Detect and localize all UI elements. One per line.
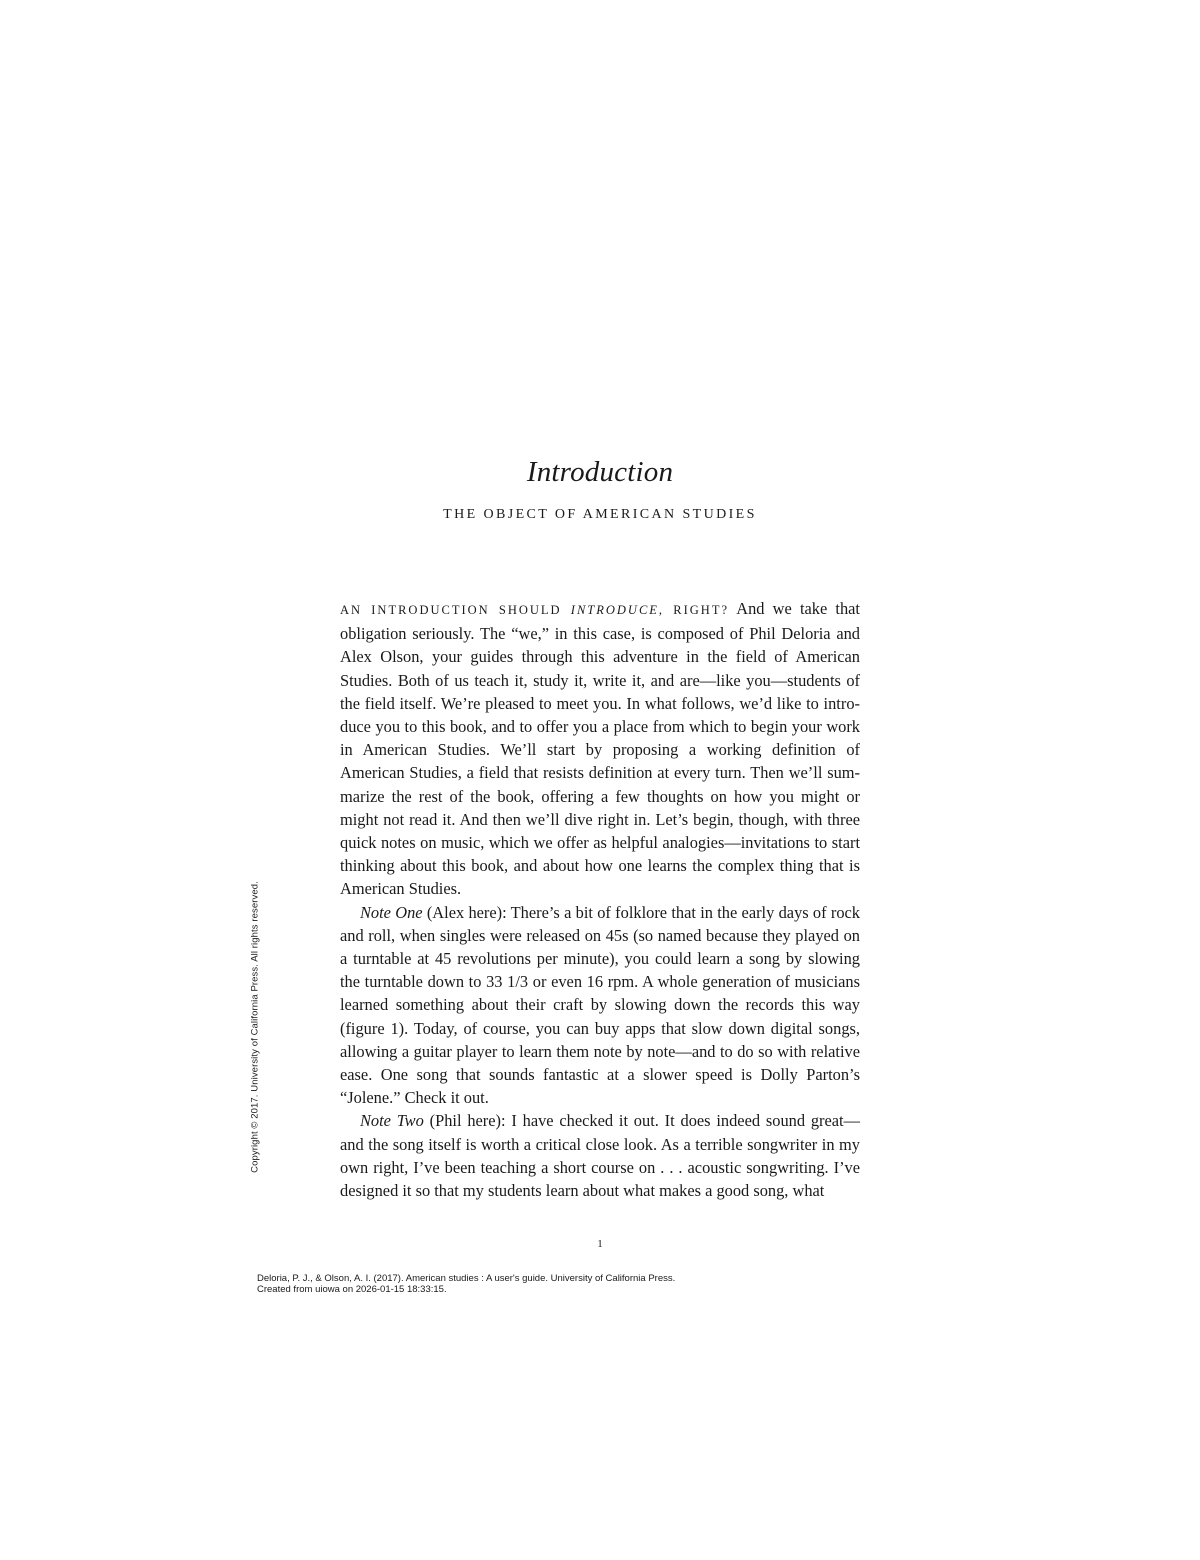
chapter-subtitle: THE OBJECT OF AMERICAN STUDIES — [443, 507, 757, 522]
citation-footer — [257, 1273, 675, 1295]
opening-lead-start: AN INTRODUCTION SHOULD — [340, 603, 571, 617]
opening-lead — [340, 603, 729, 617]
paragraph-2-text: (Alex here): There’s a bit of folklore that in the early days of rock and roll, when singles were released on 45s (so named because they played on a turntable at 45 revolutions per minute), you could learn a song by slowing the turntable down to 33 1/3 or even 16 rpm. A whole generation of musicians learned something about their craft by slowing down the records this way (figure 1). Today, of course, you can buy apps that slow down digital songs, allowing a guitar player to learn them note by note—and to do so with relative ease. One song that sounds fantastic at a slower speed is Dolly Parton’s “Jolene.” Check it out. — [340, 902, 860, 1108]
note-two-label: Note Two — [360, 1111, 424, 1131]
chapter-title: Introduction — [526, 456, 674, 488]
paragraph-1-text: And we take that obligation seriously. The “we,” in this case, is composed of Phil Deloria and Alex Olson, your guides through this adventure in the field of American Studies. Both of us teach it, study it, write it, and are—like you—students of the field itself. We’re pleased to meet you. In what follows, we’d like to introduce you to this book, and to offer you a place from which to begin your work in American Studies. We’ll start by proposing a working definition of American Studies, a field that resists definition at every turn. Then we’ll summarize the rest of the book, offering a few thoughts on how you might or might not read it. And then we’ll dive right in. Let’s begin, though, with three quick notes on music, which we offer as helpful analogies—invitations to start thinking about this book, and about how one learns the complex thing that is American Studies. — [340, 599, 860, 899]
body-text — [340, 597, 860, 1202]
paragraph-3 — [340, 1109, 860, 1202]
page-number: 1 — [597, 1238, 603, 1250]
opening-lead-end: RIGHT? — [664, 603, 729, 617]
paragraph-3-text: (Phil here): I have checked it out. It does indeed sound great—and the song itself is worth a critical close look. As a terrible songwriter in my own right, I’ve been teaching a short course on . . . acoustic songwriting. I’ve designed it so that my students learn about what makes a good song, what — [340, 1111, 860, 1201]
citation-line-1: Deloria, P. J., & Olson, A. I. (2017). American studies : A user's guide. University of California Press. — [257, 1273, 676, 1284]
note-one-label: Note One — [360, 902, 423, 922]
paragraph-1 — [340, 597, 860, 901]
citation-line-2: Created from uiowa on 2026-01-15 18:33:15. — [257, 1284, 447, 1295]
copyright-notice: Copyright © 2017. University of California Press. All rights reserved. — [249, 881, 261, 1173]
paragraph-2 — [340, 901, 860, 1110]
opening-lead-italic: INTRODUCE, — [570, 603, 665, 617]
